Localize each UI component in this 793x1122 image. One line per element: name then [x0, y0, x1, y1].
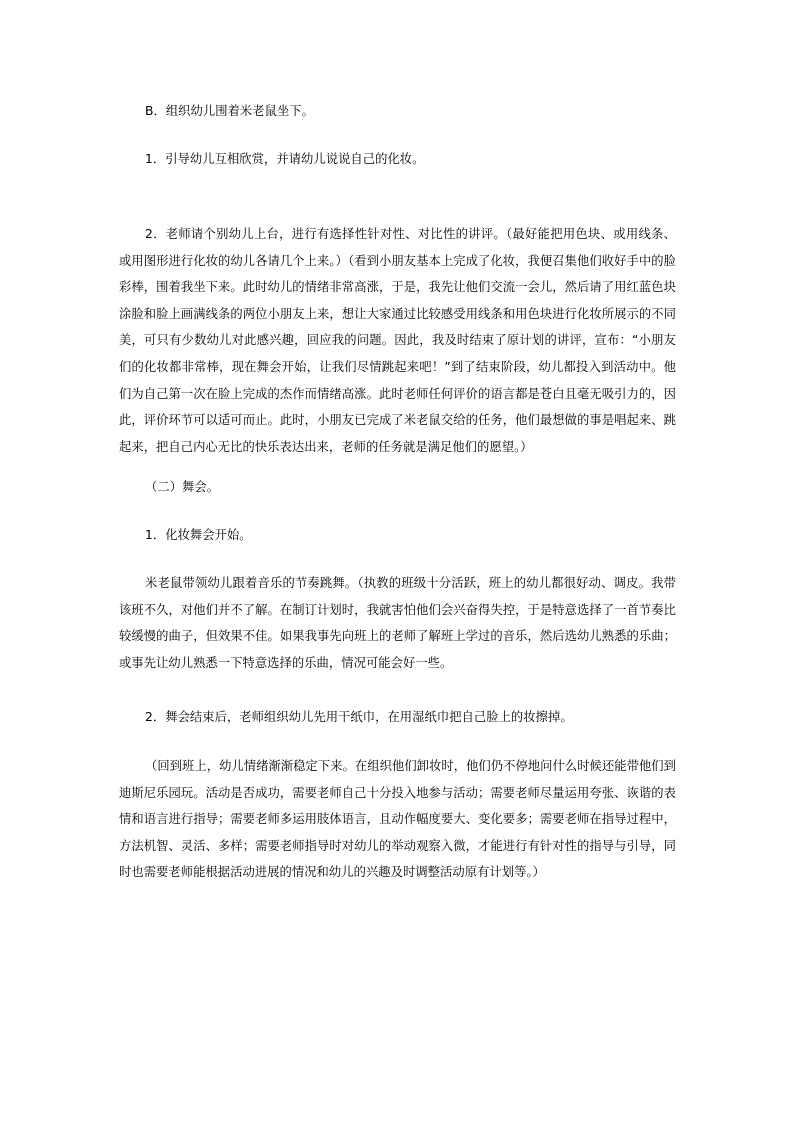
paragraph-step-2-evaluation: 2．老师请个别幼儿上台，进行有选择性针对性、对比性的讲评。（最好能把用色块、或用线条、或用图形进行化妆的幼儿各请几个上来。）（看到小朋友基本上完成了化妆，我便召集他们收好手中的脸彩棒，围着我坐下来。此时幼儿的情绪非常高涨，于是，我先让他们交流一会儿，然后请了用红蓝色块涂脸和脸上画满线条的两位小朋友上来，想让大家通过比较感受用线条和用色块进行化妆所展示的不同美，可只有少数幼儿对此感兴趣，回应我的问题。因此，我及时结束了原计划的讲评，宣布：“小朋友们的化妆都非常棒，现在舞会开始，让我们尽情跳起来吧！”到了结束阶段，幼儿都投入到活动中。他们为自己第一次在脸上完成的杰作而情绪高涨。此时老师任何评价的语言都是苍白且毫无吸引力的，因此，评价环节可以适可而止。此时，小朋友已完成了米老鼠交给的任务，他们最想做的事是唱起来、跳起来，把自己内心无比的快乐表达出来，老师的任务就是满足他们的愿望。） [119, 227, 676, 454]
paragraph-mouse-leads-dance: 米老鼠带领幼儿跟着音乐的节奏跳舞。（执教的班级十分活跃，班上的幼儿都很好动、调皮。我带该班不久，对他们并不了解。在制订计划时，我就害怕他们会兴奋得失控，于是特意选择了一首节奏比较缓慢的曲子，但效果不佳。如果我事先向班上的老师了解班上学过的音乐，然后选幼儿熟悉的乐曲；或事先让幼儿熟悉一下特意选择的乐曲，情况可能会好一些。 [119, 576, 676, 670]
paragraph-reflection: （回到班上，幼儿情绪渐渐稳定下来。在组织他们卸妆时，他们仍不停地问什么时候还能带他们到迪斯尼乐园玩。活动是否成功，需要老师自己十分投入地参与活动；需要老师尽量运用夸张、诙谐的表情和语言进行指导；需要老师多运用肢体语言，且动作幅度要大、变化要多；需要老师在指导过程中，方法机智、灵活、多样；需要老师指导时对幼儿的举动观察入微，才能进行有针对性的指导与引导，同时也需要老师能根据活动进展的情况和幼儿的兴趣及时调整活动原有计划等。） [119, 759, 676, 880]
paragraph-step-b: B．组织幼儿围着米老鼠坐下。 [145, 104, 314, 118]
paragraph-dance-start: 1．化妆舞会开始。 [145, 528, 252, 542]
paragraph-step-1-appreciate: 1．引导幼儿互相欣赏，并请幼儿说说自己的化妆。 [145, 152, 425, 166]
section-heading-dance: （二）舞会。 [145, 480, 220, 494]
paragraph-dance-end: 2．舞会结束后，老师组织幼儿先用干纸巾，在用湿纸巾把自己脸上的妆擦掉。 [145, 710, 573, 724]
